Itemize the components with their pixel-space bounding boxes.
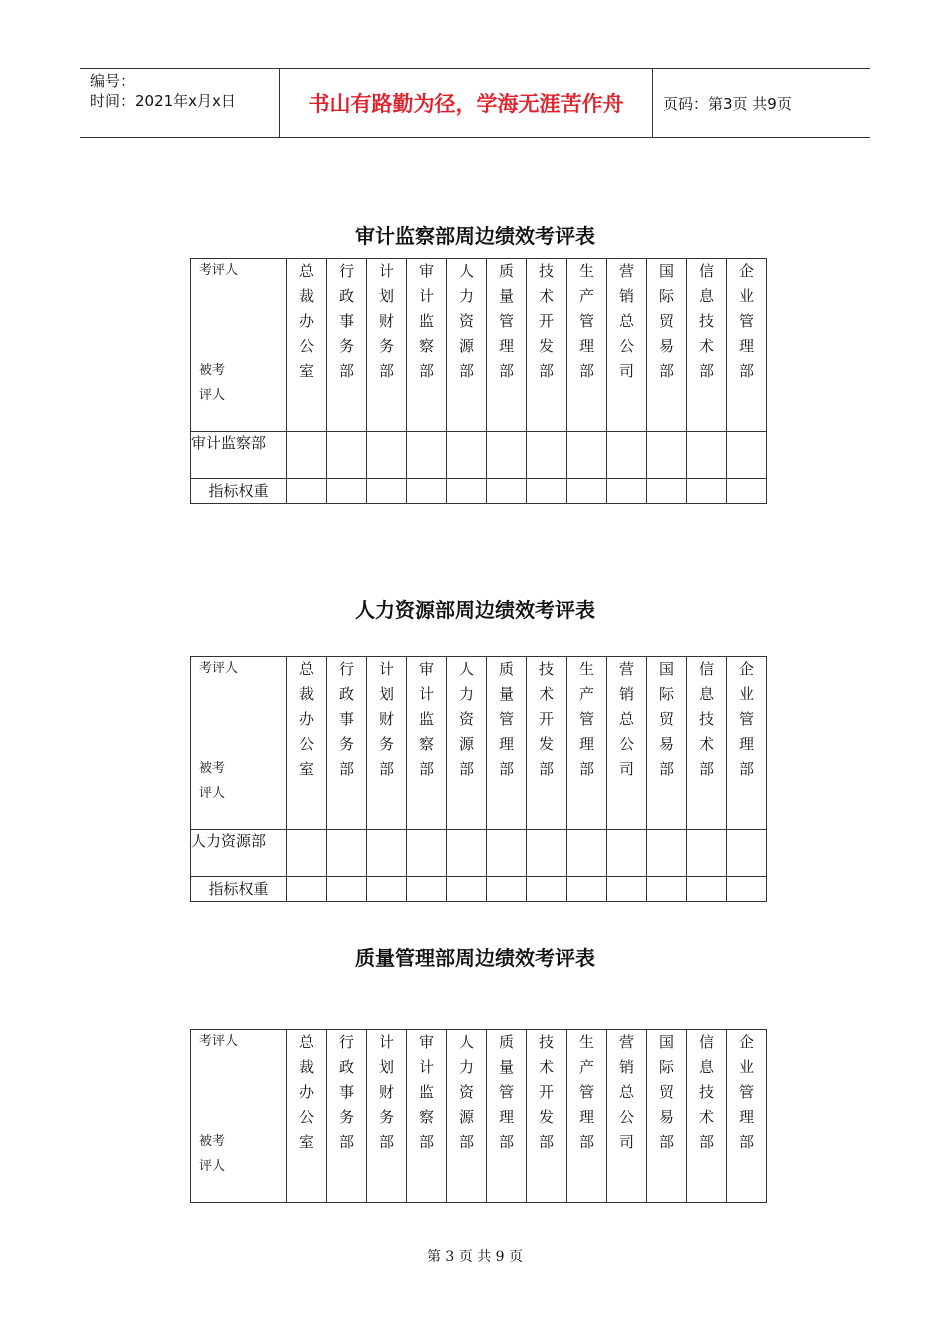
corner-cell <box>191 657 287 830</box>
column-header: 生 产 管 理 部 <box>567 259 607 432</box>
column-header: 质 量 管 理 部 <box>487 657 527 830</box>
weight-cell[interactable] <box>607 877 647 902</box>
weight-cell[interactable] <box>727 479 767 504</box>
score-cell[interactable] <box>367 830 407 877</box>
eval-table-2 <box>190 656 767 902</box>
score-cell[interactable] <box>647 432 687 479</box>
score-cell[interactable] <box>407 830 447 877</box>
evaluatee-label-line-2: 评人 <box>199 1159 226 1174</box>
weight-cell[interactable] <box>687 877 727 902</box>
weight-cell[interactable] <box>447 479 487 504</box>
column-header: 国 际 贸 易 部 <box>647 1030 687 1203</box>
score-cell[interactable] <box>567 830 607 877</box>
score-cell[interactable] <box>487 830 527 877</box>
column-header: 计 划 财 务 部 <box>367 657 407 830</box>
weight-cell[interactable] <box>287 877 327 902</box>
column-header: 企 业 管 理 部 <box>727 1030 767 1203</box>
weight-cell[interactable] <box>327 479 367 504</box>
column-header: 生 产 管 理 部 <box>567 657 607 830</box>
score-cell[interactable] <box>607 830 647 877</box>
column-header: 信 息 技 术 部 <box>687 259 727 432</box>
weight-row <box>191 479 767 504</box>
score-cell[interactable] <box>527 830 567 877</box>
number-label: 编号： <box>90 72 136 90</box>
column-header: 企 业 管 理 部 <box>727 259 767 432</box>
column-header: 审 计 监 察 部 <box>407 657 447 830</box>
evaluatee-label <box>199 756 225 806</box>
column-header: 技 术 开 发 部 <box>527 657 567 830</box>
row-label: 人力资源部 <box>191 830 287 877</box>
corner-cell <box>191 1030 287 1203</box>
weight-cell[interactable] <box>647 877 687 902</box>
evaluatee-label <box>199 358 225 408</box>
evaluatee-label-line-1: 被考 <box>199 761 226 776</box>
column-header: 行 政 事 务 部 <box>327 657 367 830</box>
column-header: 人 力 资 源 部 <box>447 657 487 830</box>
column-header: 审 计 监 察 部 <box>407 259 447 432</box>
column-header: 总 裁 办 公 室 <box>287 657 327 830</box>
table-title-3: 质量管理部周边绩效考评表 <box>355 946 595 970</box>
score-cell[interactable] <box>327 830 367 877</box>
page-header <box>80 68 870 138</box>
column-header: 总 裁 办 公 室 <box>287 259 327 432</box>
score-cell[interactable] <box>287 830 327 877</box>
corner-cell <box>191 259 287 432</box>
score-cell[interactable] <box>727 830 767 877</box>
page-footer: 第 3 页 共 9 页 <box>426 1249 524 1265</box>
score-cell[interactable] <box>727 432 767 479</box>
score-cell[interactable] <box>287 432 327 479</box>
header-meta <box>80 69 280 137</box>
score-cell[interactable] <box>687 432 727 479</box>
column-header: 质 量 管 理 部 <box>487 1030 527 1203</box>
score-cell[interactable] <box>367 432 407 479</box>
header-motto: 书山有路勤为径，学海无涯苦作舟 <box>280 69 653 137</box>
header-row <box>191 657 767 830</box>
weight-cell[interactable] <box>327 877 367 902</box>
evaluatee-label-line-1: 被考 <box>199 1134 226 1149</box>
weight-cell[interactable] <box>607 479 647 504</box>
score-cell[interactable] <box>687 830 727 877</box>
score-cell[interactable] <box>447 830 487 877</box>
header-row <box>191 259 767 432</box>
column-header: 营 销 总 公 司 <box>607 1030 647 1203</box>
column-header: 国 际 贸 易 部 <box>647 657 687 830</box>
weight-cell[interactable] <box>367 877 407 902</box>
column-header: 人 力 资 源 部 <box>447 259 487 432</box>
weight-cell[interactable] <box>407 877 447 902</box>
column-header: 总 裁 办 公 室 <box>287 1030 327 1203</box>
weight-cell[interactable] <box>727 877 767 902</box>
column-header: 审 计 监 察 部 <box>407 1030 447 1203</box>
column-header: 国 际 贸 易 部 <box>647 259 687 432</box>
evaluator-label: 考评人 <box>199 1034 239 1049</box>
evaluatee-label-line-2: 评人 <box>199 786 226 801</box>
column-header: 技 术 开 发 部 <box>527 259 567 432</box>
evaluatee-label-line-1: 被考 <box>199 363 226 378</box>
column-header: 计 划 财 务 部 <box>367 259 407 432</box>
column-header: 行 政 事 务 部 <box>327 1030 367 1203</box>
weight-cell[interactable] <box>567 479 607 504</box>
score-cell[interactable] <box>447 432 487 479</box>
score-cell[interactable] <box>567 432 607 479</box>
weight-cell[interactable] <box>447 877 487 902</box>
column-header: 信 息 技 术 部 <box>687 657 727 830</box>
column-header: 行 政 事 务 部 <box>327 259 367 432</box>
eval-table-3 <box>190 1029 767 1203</box>
weight-cell[interactable] <box>407 479 447 504</box>
column-header: 营 销 总 公 司 <box>607 259 647 432</box>
column-header: 企 业 管 理 部 <box>727 657 767 830</box>
weight-cell[interactable] <box>527 877 567 902</box>
evaluator-label: 考评人 <box>199 263 239 278</box>
table-title-2: 人力资源部周边绩效考评表 <box>355 598 595 622</box>
column-header: 信 息 技 术 部 <box>687 1030 727 1203</box>
weight-cell[interactable] <box>287 479 327 504</box>
table-title-1: 审计监察部周边绩效考评表 <box>355 224 595 248</box>
row-label: 审计监察部 <box>191 432 287 479</box>
evaluatee-label <box>199 1129 225 1179</box>
column-header: 质 量 管 理 部 <box>487 259 527 432</box>
weight-cell[interactable] <box>527 479 567 504</box>
weight-cell[interactable] <box>687 479 727 504</box>
weight-cell[interactable] <box>367 479 407 504</box>
time-label: 时间：2021年x月x日 <box>90 92 236 110</box>
score-cell[interactable] <box>527 432 567 479</box>
score-cell[interactable] <box>647 830 687 877</box>
column-header: 营 销 总 公 司 <box>607 657 647 830</box>
evaluator-label: 考评人 <box>199 661 239 676</box>
column-header: 生 产 管 理 部 <box>567 1030 607 1203</box>
weight-cell[interactable] <box>567 877 607 902</box>
weight-cell[interactable] <box>487 877 527 902</box>
score-cell[interactable] <box>487 432 527 479</box>
department-row <box>191 830 767 877</box>
weight-label: 指标权重 <box>191 877 287 902</box>
evaluatee-label-line-2: 评人 <box>199 388 226 403</box>
weight-row <box>191 877 767 902</box>
weight-cell[interactable] <box>647 479 687 504</box>
column-header: 技 术 开 发 部 <box>527 1030 567 1203</box>
column-header: 计 划 财 务 部 <box>367 1030 407 1203</box>
header-page-info: 页码：第3页 共9页 <box>663 94 792 113</box>
weight-label: 指标权重 <box>191 479 287 504</box>
score-cell[interactable] <box>607 432 647 479</box>
score-cell[interactable] <box>327 432 367 479</box>
column-header: 人 力 资 源 部 <box>447 1030 487 1203</box>
weight-cell[interactable] <box>487 479 527 504</box>
eval-table-1 <box>190 258 767 504</box>
department-row <box>191 432 767 479</box>
header-row <box>191 1030 767 1203</box>
score-cell[interactable] <box>407 432 447 479</box>
